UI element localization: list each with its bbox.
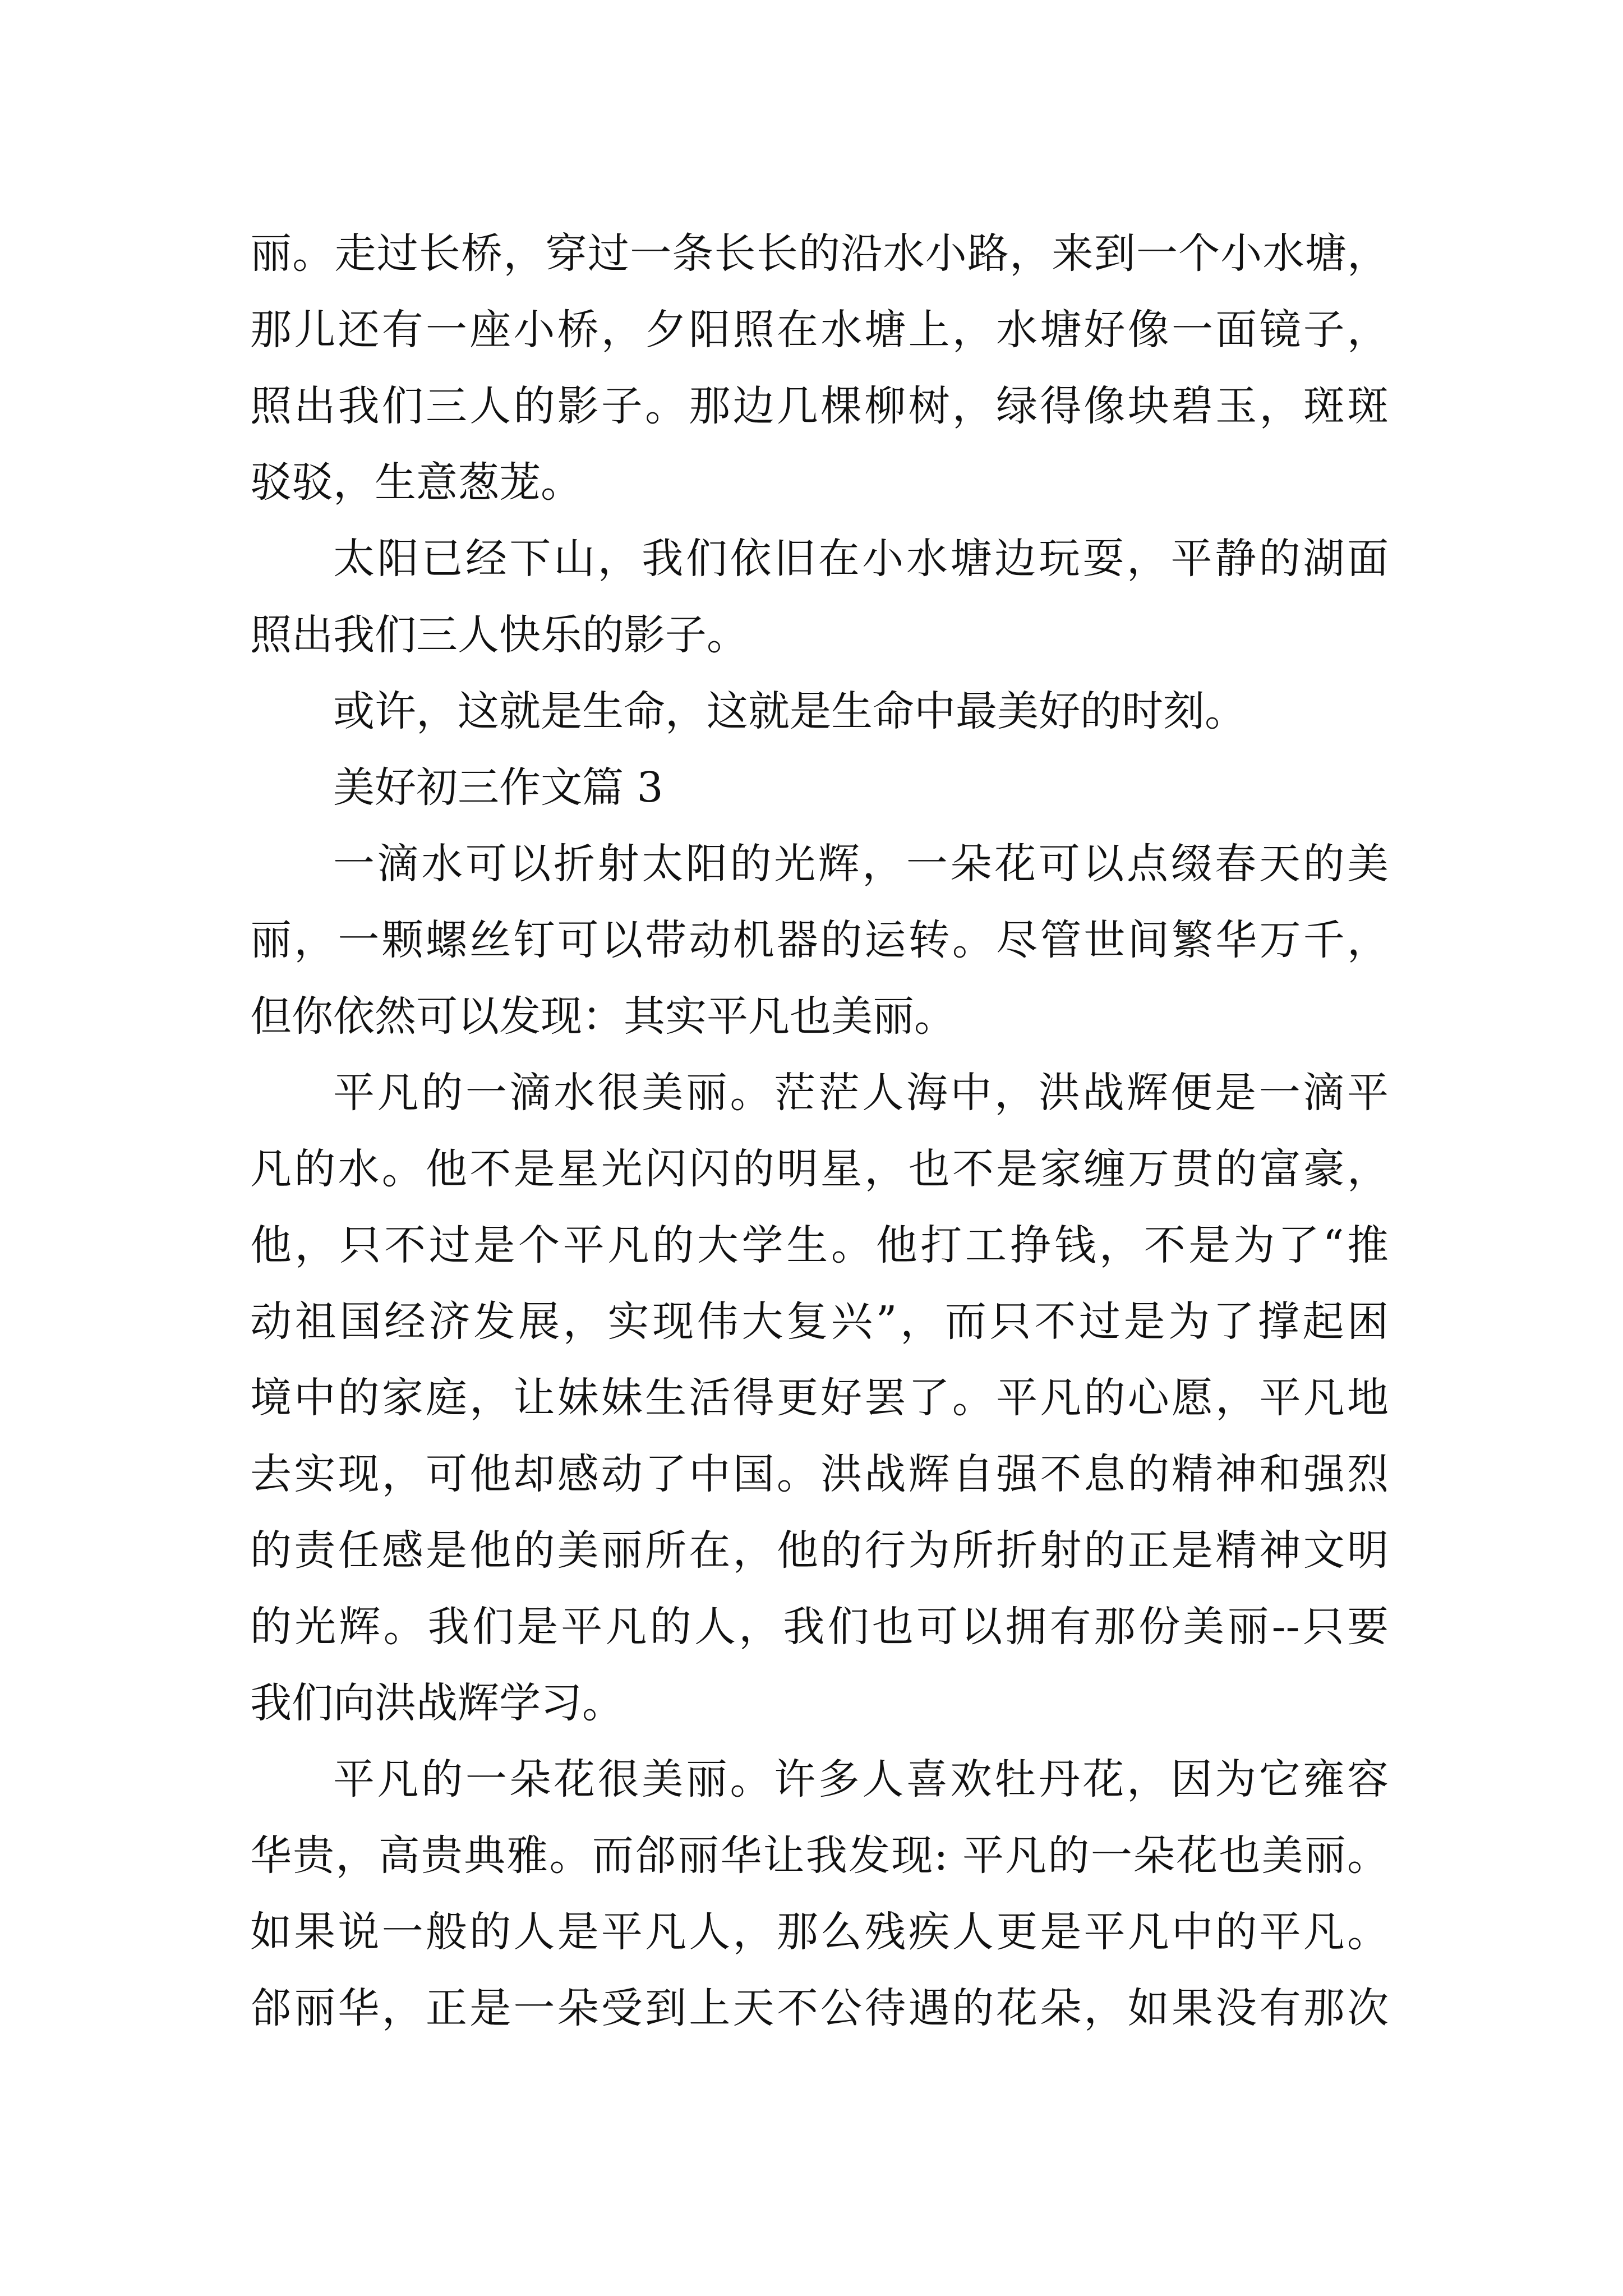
text-line: 华贵，高贵典雅。而郃丽华让我发现: 平凡的一朵花也美丽。 bbox=[250, 1832, 1389, 1880]
text-line: 太阳已经下山，我们依旧在小水塘边玩耍，平静的湖面 bbox=[333, 535, 1389, 583]
text-line: 凡的水。他不是星光闪闪的明星，也不是家缠万贯的富豪， bbox=[250, 1145, 1389, 1193]
text-line: 我们向洪战辉学习。 bbox=[250, 1679, 624, 1727]
text-line: 境中的家庭，让妹妹生活得更好罢了。平凡的心愿，平凡地 bbox=[250, 1374, 1389, 1422]
paragraph bbox=[250, 1741, 1389, 2046]
text-line: 照出我们三人的影子。那边几棵柳树，绿得像块碧玉，斑斑 bbox=[250, 382, 1389, 430]
text-line: 一滴水可以折射太阳的光辉，一朵花可以点缀春天的美 bbox=[333, 840, 1389, 888]
text-line: 平凡的一朵花很美丽。许多人喜欢牡丹花，因为它雍容 bbox=[333, 1755, 1389, 1803]
paragraph bbox=[250, 1055, 1389, 1741]
text-line: 郃丽华，正是一朵受到上天不公待遇的花朵，如果没有那次 bbox=[250, 1984, 1389, 2032]
text-line: 那儿还有一座小桥，夕阳照在水塘上，水塘好像一面镜子， bbox=[250, 306, 1389, 354]
text-line: 的光辉。我们是平凡的人，我们也可以拥有那份美丽--只要 bbox=[250, 1603, 1389, 1651]
text-line: 动祖国经济发展，实现伟大复兴”，而只不过是为了撑起困 bbox=[250, 1297, 1389, 1346]
text-line: 的责任感是他的美丽所在，他的行为所折射的正是精神文明 bbox=[250, 1526, 1389, 1575]
section-heading bbox=[250, 749, 1389, 826]
paragraph bbox=[250, 826, 1389, 1055]
text-line: 平凡的一滴水很美丽。茫茫人海中，洪战辉便是一滴平 bbox=[333, 1069, 1389, 1117]
text-line: 驳驳，生意葱茏。 bbox=[250, 458, 582, 507]
text-line: 丽。走过长桥，穿过一条长长的沿水小路，来到一个小水塘， bbox=[250, 229, 1389, 278]
text-line: 丽，一颗螺丝钉可以带动机器的运转。尽管世间繁华万千， bbox=[250, 916, 1389, 964]
document-page bbox=[250, 215, 1389, 2046]
paragraph bbox=[250, 215, 1389, 521]
text-line: 他，只不过是个平凡的大学生。他打工挣钱，不是为了“推 bbox=[250, 1221, 1389, 1269]
text-line: 照出我们三人快乐的影子。 bbox=[250, 611, 748, 659]
paragraph bbox=[250, 521, 1389, 673]
text-line: 但你依然可以发现：其实平凡也美丽。 bbox=[250, 992, 956, 1041]
text-line: 或许，这就是生命，这就是生命中最美好的时刻。 bbox=[333, 687, 1246, 735]
heading-text: 美好初三作文篇 3 bbox=[333, 763, 663, 812]
text-line: 去实现，可他却感动了中国。洪战辉自强不息的精神和强烈 bbox=[250, 1450, 1389, 1498]
paragraph bbox=[250, 673, 1389, 749]
text-line: 如果说一般的人是平凡人，那么残疾人更是平凡中的平凡。 bbox=[250, 1908, 1389, 1956]
